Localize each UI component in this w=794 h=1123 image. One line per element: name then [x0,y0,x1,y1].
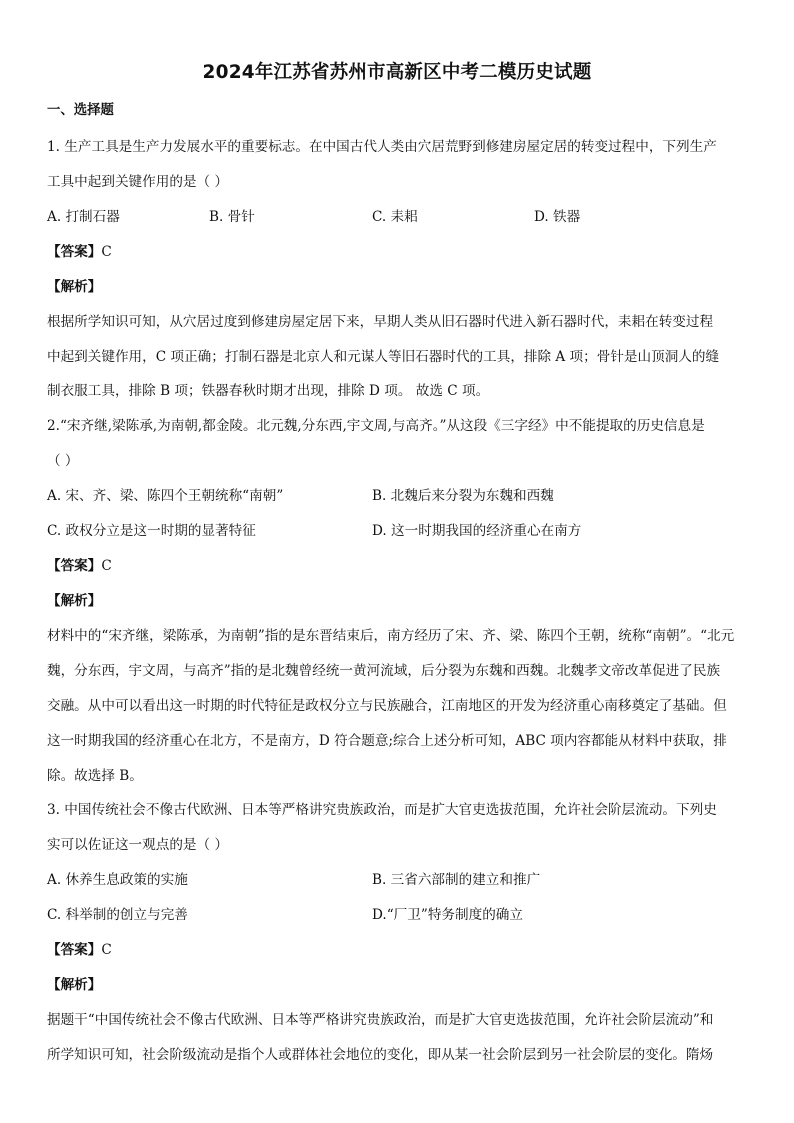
q2-answer [47,556,747,576]
q1-answer-tag: 【答案】 [47,244,102,260]
q3-stem-line1: 3. 中国传统社会不像古代欧洲、日本等严格讲究贵族政治，而是扩大官吏选拔范围，允许社会阶层流动。下列史 [47,802,717,818]
q2-option-a: A. 宋、齐、梁、陈四个王朝统称“南朝” [47,488,284,504]
q3-option-a: A. 休养生息政策的实施 [47,872,188,888]
q2-analysis-line3: 交融。从中可以看出这一时期的时代特征是政权分立与民族融合，江南地区的开发为经济重心南移奠定了基础。但 [47,698,727,714]
q2-analysis-line1: 材料中的“宋齐继，梁陈承，为南朝”指的是东晋结束后，南方经历了宋、齐、梁、陈四个王朝，统称“南朝”。“北元 [47,628,735,644]
q2-option-c: C. 政权分立是这一时期的显著特征 [47,523,256,539]
q2-stem-line2: （ ） [47,453,79,469]
q1-option-c: C. 耒耜 [372,209,418,225]
q1-stem-line2: 工具中起到关键作用的是（ ） [47,174,229,190]
document-title: 2024年江苏省苏州市高新区中考二模历史试题 [202,62,592,83]
q3-answer-tag: 【答案】 [47,942,102,958]
q2-answer-value: C [101,558,112,574]
q3-option-c: C. 科举制的创立与完善 [47,907,188,923]
q2-analysis-line2: 魏，分东西，宇文周，与高齐”指的是北魏曾经统一黄河流域，后分裂为东魏和西魏。北魏孝文帝改革促进了民族 [47,663,721,679]
q2-analysis-tag: 【解析】 [47,593,102,609]
q2-analysis-line4: 这一时期我国的经济重心在北方，不是南方，D 符合题意;综合上述分析可知，ABC 项内容都能从材料中获取，排 [47,733,727,749]
q3-analysis-line2: 所学知识可知，社会阶级流动是指个人或群体社会地位的变化，即从某一社会阶层到另一社会阶层的变化。隋炀 [47,1047,714,1063]
q1-analysis-line3: 制衣服工具，排除 B 项；铁器春秋时期才出现，排除 D 项。 故选 C 项。 [47,383,490,399]
q3-option-b: B. 三省六部制的建立和推广 [372,872,541,888]
section-heading: 一、选择题 [47,103,114,118]
q3-analysis-tag: 【解析】 [47,977,102,993]
q1-analysis-tag: 【解析】 [47,279,102,295]
q1-option-d: D. 铁器 [534,209,581,225]
q1-stem-line1: 1. 生产工具是生产力发展水平的重要标志。在中国古代人类由穴居荒野到修建房屋定居的转变过程中，下列生产 [47,139,717,155]
q1-answer-value: C [101,244,112,260]
q2-option-b: B. 北魏后来分裂为东魏和西魏 [372,488,554,504]
q2-stem-line1: 2.“宋齐继,梁陈承,为南朝,都金陵。北元魏,分东西,宇文周,与高齐。”从这段《三字经》中不能提取的历史信息是 [47,418,705,434]
q1-analysis-line1: 根据所学知识可知，从穴居过度到修建房屋定居下来，早期人类从旧石器时代进入新石器时代，耒耜在转变过程 [47,314,714,330]
q3-stem-line2: 实可以佐证这一观点的是（ ） [47,837,229,853]
q2-option-d: D. 这一时期我国的经济重心在南方 [372,523,582,539]
q3-analysis-line1: 据题干“中国传统社会不像古代欧洲、日本等严格讲究贵族政治，而是扩大官吏选拔范围，允许社会阶层流动”和 [47,1012,714,1028]
q1-option-a: A. 打制石器 [47,209,120,225]
q3-option-d: D.“厂卫”特务制度的确立 [372,907,523,923]
q1-answer [47,242,747,262]
q2-answer-tag: 【答案】 [47,558,102,574]
q3-answer-value: C [101,942,112,958]
q3-answer [47,940,747,960]
q1-option-b: B. 骨针 [209,209,255,225]
q2-analysis-line5: 除。故选择 B。 [47,768,143,784]
q1-analysis-line2: 中起到关键作用，C 项正确；打制石器是北京人和元谋人等旧石器时代的工具，排除 A 项；骨针是山顶洞人的缝 [47,349,720,365]
